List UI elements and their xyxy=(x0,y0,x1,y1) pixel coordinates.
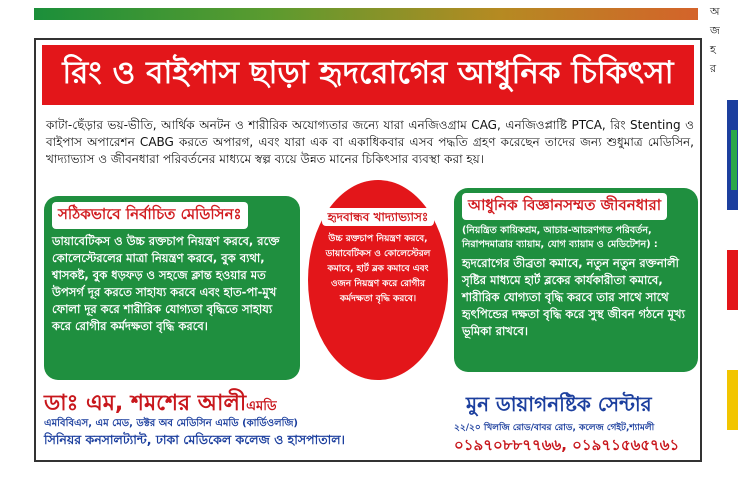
top-gradient-strip xyxy=(34,8,698,20)
doctor-suffix: এমডি xyxy=(246,399,277,414)
doctor-degrees: এমবিবিএস, এম মেড, ডক্টর অব মেডিসিন এমডি (কার্ডিওলজি) xyxy=(44,418,298,429)
doctor-name-text: ডাঃ এম, শমশের আলী xyxy=(44,391,247,416)
medicine-title: সঠিকভাবে নির্বাচিত মেডিসিনঃ xyxy=(52,202,248,229)
center-phone-numbers[interactable]: ০১৯৭০৮৮৭৭৬৬, ০১৯৭১৫৬৫৭৬১ xyxy=(454,436,680,454)
advertisement[interactable] xyxy=(34,38,702,462)
ad-intro-text: কাটা-ছেঁড়ার ভয়-ভীতি, আর্থিক অনটন ও শারীরিক অযোগ্যতার জন্যে যারা এনজিওগ্রাম CAG, এনজিওপ্লাষ্টি PTCA, রিং Stenting ও বাইপাস অপারেশন CABG করতে অপারগ, এবং যারা এক বা একাধিকবার এসব পদ্ধতি গ্রহণ করেছেন তাদের জন্য শুধুমাত্র মেডিসিন, খাদ্যাভ্যাস ও জীবনধারা পরিবর্তনের মাধ্যমে স্বল্প ব্যয়ে উন্নত মানের চিকিৎসার ব্যবস্থা করা হয়। xyxy=(46,118,694,166)
diet-oval xyxy=(308,180,448,380)
side-ad-fragment-green xyxy=(731,130,737,190)
side-text-line: অ xyxy=(710,5,720,18)
diet-title: হৃদবান্ধব খাদ্যাভ্যাসঃ xyxy=(322,208,435,226)
lifestyle-title: আধুনিক বিজ্ঞানসম্মত জীবনধারা xyxy=(462,193,667,220)
side-ad-fragment-yellow xyxy=(727,370,738,430)
center-name: মুন ডায়াগনষ্টিক সেন্টার xyxy=(466,392,652,416)
side-text-line: হ xyxy=(710,43,716,56)
side-text-line: র xyxy=(710,62,717,75)
ad-banner-title: রিং ও বাইপাস ছাড়া হৃদরোগের আধুনিক চিকিৎসা xyxy=(42,45,694,105)
lifestyle-subtitle: (নিয়ন্ত্রিত কায়িকশ্রম, আচার-আচরণগত পরিবর্তন, নিরাপদমাত্রার ব্যায়াম, যোগ ব্যায়াম ও মেডিটেশন) : xyxy=(462,225,658,250)
diet-body: উচ্চ রক্তচাপ নিয়ন্ত্রণ করবে, ডায়াবেটিকস ও কোলেস্টেরল কমাবে, হার্ট ব্লক কমাবে এবং ওজন নিয়ন্ত্রণ করে রোগীর কর্মদক্ষতা বৃদ্ধি করবে। xyxy=(325,234,431,304)
lifestyle-body: হৃদরোগের তীব্রতা কমাবে, নতুন নতুন রক্তনালী সৃষ্টির মাধ্যমে হার্ট ব্লকের কার্যকারীতা কমাবে, শারীরিক যোগ্যতা বৃদ্ধি করবে তার সাথে সাথে হৃৎপিন্ডের দক্ষতা বৃদ্ধি করে সুস্থ জীবন গঠনে মূখ্য ভূমিকা রাখবে। xyxy=(462,256,685,338)
side-article-fragment xyxy=(710,2,738,78)
lifestyle-box xyxy=(454,188,698,372)
side-ad-fragment-red xyxy=(727,250,738,310)
medicine-box xyxy=(44,196,300,380)
center-address: ২২/২০ খিলজি রোড/বাবর রোড, কলেজ গেইট,শ্যামলী xyxy=(454,423,655,433)
side-text-line: জ xyxy=(710,24,720,37)
medicine-body: ডায়াবেটিকস ও উচ্চ রক্তচাপ নিয়ন্ত্রণ করবে, রক্তে কোলেস্টেরলের মাত্রা নিয়ন্ত্রণ করবে, বুক ব্যথা, শ্বাসকষ্ট, বুক ধড়ফড় ও সহজে ক্লান্ত হওয়ার মত উপসর্গ দূর করতে সাহায্য করবে এবং হাত-পা-মুখ ফোলা দূর করে শারীরিক যোগ্যতা বৃদ্ধিতে সাহায্য করে রোগীর কর্মদক্ষতা বৃদ্ধি করবে। xyxy=(52,234,280,333)
doctor-title: সিনিয়র কনসালট্যান্ট, ঢাকা মেডিকেল কলেজ ও হাসপাতাল। xyxy=(44,432,346,447)
